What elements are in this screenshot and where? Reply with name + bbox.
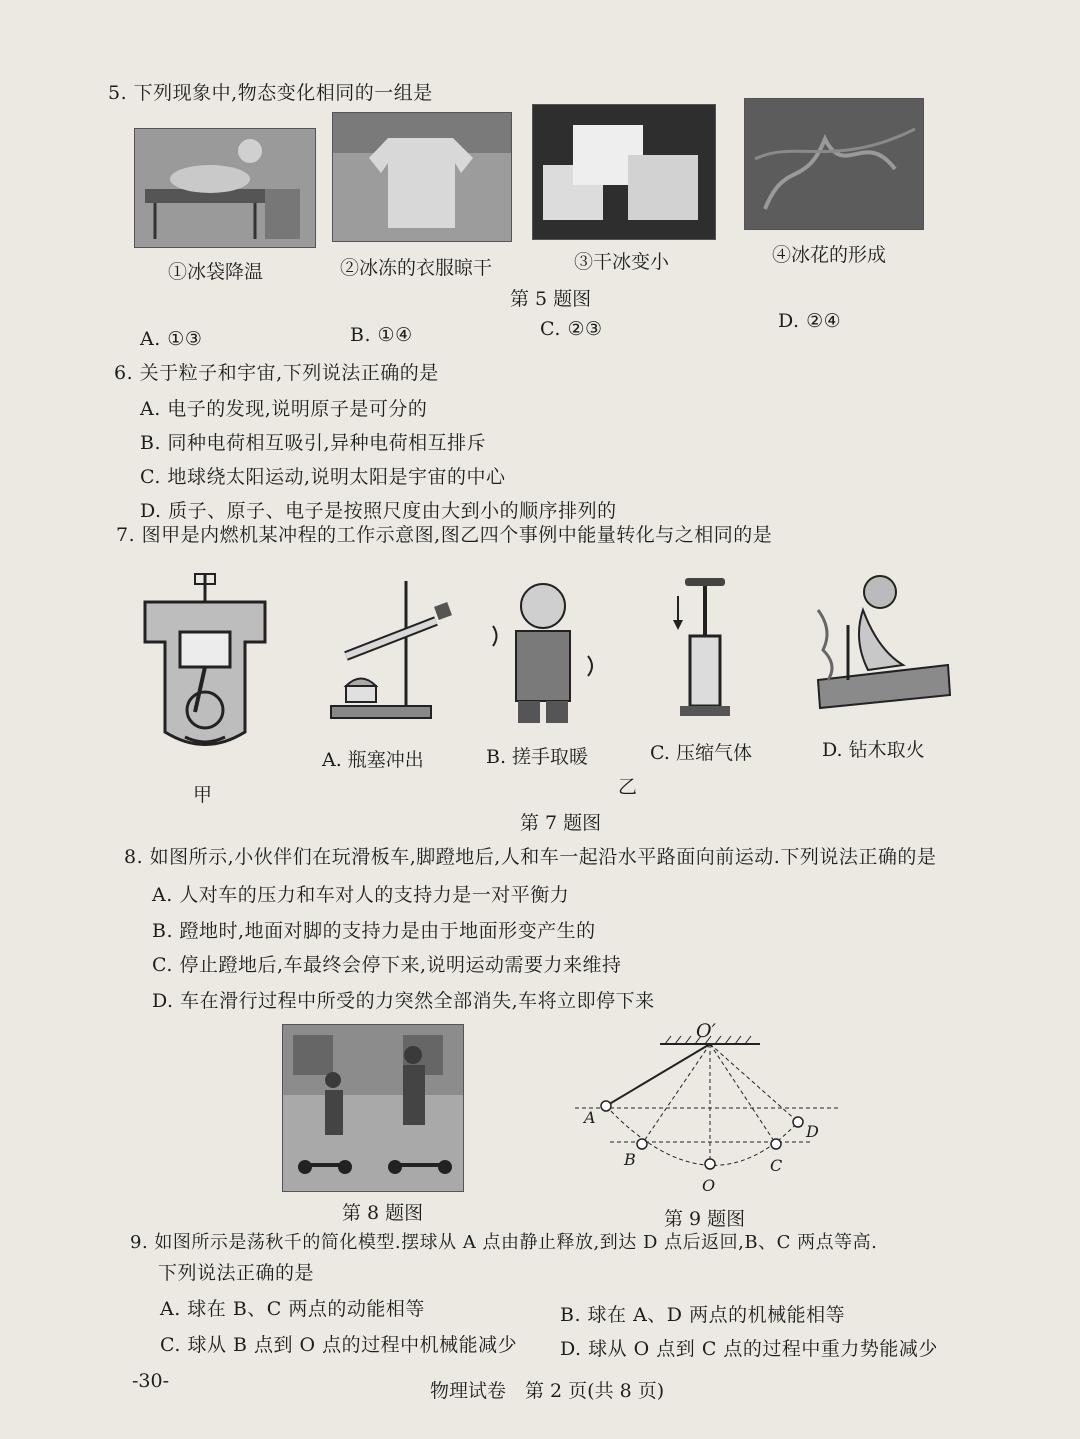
q9-option-b: B. 球在 A、D 两点的机械能相等 <box>560 1304 846 1326</box>
q6-option-d: D. 质子、原子、电子是按照尺度由大到小的顺序排列的 <box>140 500 617 522</box>
q9-option-d: D. 球从 O 点到 C 点的过程中重力势能减少 <box>560 1338 938 1360</box>
q8-option-d: D. 车在滑行过程中所受的力突然全部消失,车将立即停下来 <box>152 990 655 1012</box>
q9-stem-line1: 9. 如图所示是荡秋千的简化模型.摆球从 A 点由静止释放,到达 D 点后返回,B、C 两点等高. <box>130 1232 878 1253</box>
q9-label-d: D <box>806 1122 819 1141</box>
q9-label-o: O <box>702 1176 716 1195</box>
q9-option-c: C. 球从 B 点到 O 点的过程中机械能减少 <box>160 1334 518 1356</box>
q7-caption-a: A. 瓶塞冲出 <box>322 749 424 771</box>
q5-caption-2: ②冰冻的衣服晾干 <box>340 257 493 279</box>
q5-option-b: B. ①④ <box>350 324 413 346</box>
q9-option-a: A. 球在 B、C 两点的动能相等 <box>160 1298 425 1320</box>
q5-figure-label: 第 5 题图 <box>510 288 592 310</box>
q5-image-3 <box>532 104 716 240</box>
q8-option-c: C. 停止蹬地后,车最终会停下来,说明运动需要力来维持 <box>152 954 622 976</box>
q9-label-b: B <box>624 1150 636 1169</box>
q8-stem: 8. 如图所示,小伙伴们在玩滑板车,脚蹬地后,人和车一起沿水平路面向前运动.下列说法正确的是 <box>124 846 937 868</box>
hands-diagram <box>488 576 600 726</box>
q7-figure-label: 第 7 题图 <box>520 812 602 834</box>
pendulum-diagram <box>570 1016 850 1196</box>
q7-caption-d: D. 钻木取火 <box>822 739 925 761</box>
flask-diagram <box>326 576 458 726</box>
q5-option-d: D. ②④ <box>778 310 842 332</box>
q9-label-c: C <box>770 1156 783 1175</box>
q9-label-pivot: O′ <box>696 1020 716 1042</box>
engine-diagram <box>140 572 270 757</box>
q5-caption-1: ①冰袋降温 <box>168 261 264 283</box>
q9-figure-label: 第 9 题图 <box>664 1208 746 1230</box>
q9-stem-line2: 下列说法正确的是 <box>158 1262 315 1284</box>
q7-caption-b: B. 搓手取暖 <box>486 746 589 768</box>
page-number: -30- <box>132 1370 170 1392</box>
q6-stem: 6. 关于粒子和宇宙,下列说法正确的是 <box>114 362 439 384</box>
q6-option-a: A. 电子的发现,说明原子是可分的 <box>140 398 428 420</box>
q8-option-a: A. 人对车的压力和车对人的支持力是一对平衡力 <box>152 884 570 906</box>
q5-image-4 <box>744 98 924 230</box>
q8-scooter-photo <box>282 1024 464 1192</box>
q6-option-b: B. 同种电荷相互吸引,异种电荷相互排斥 <box>140 432 487 454</box>
pump-diagram <box>670 576 740 721</box>
q9-label-a: A <box>584 1108 596 1127</box>
q5-image-1 <box>134 128 316 248</box>
q6-option-c: C. 地球绕太阳运动,说明太阳是宇宙的中心 <box>140 466 506 488</box>
q7-label-jia: 甲 <box>193 784 213 806</box>
q5-option-a: A. ①③ <box>140 328 203 350</box>
q5-stem: 5. 下列现象中,物态变化相同的一组是 <box>108 82 433 104</box>
q8-figure-label: 第 8 题图 <box>342 1202 424 1224</box>
q5-image-2 <box>332 112 512 242</box>
q7-stem: 7. 图甲是内燃机某冲程的工作示意图,图乙四个事例中能量转化与之相同的是 <box>116 524 773 546</box>
q5-caption-4: ④冰花的形成 <box>772 244 887 266</box>
q5-caption-3: ③干冰变小 <box>574 251 670 273</box>
footer-title: 物理试卷 第 2 页(共 8 页) <box>430 1380 665 1402</box>
q7-label-yi: 乙 <box>618 776 638 798</box>
q7-caption-c: C. 压缩气体 <box>650 742 752 764</box>
fire-drill-diagram <box>808 570 956 710</box>
q8-option-b: B. 蹬地时,地面对脚的支持力是由于地面形变产生的 <box>152 920 596 942</box>
q5-option-c: C. ②③ <box>540 318 603 340</box>
